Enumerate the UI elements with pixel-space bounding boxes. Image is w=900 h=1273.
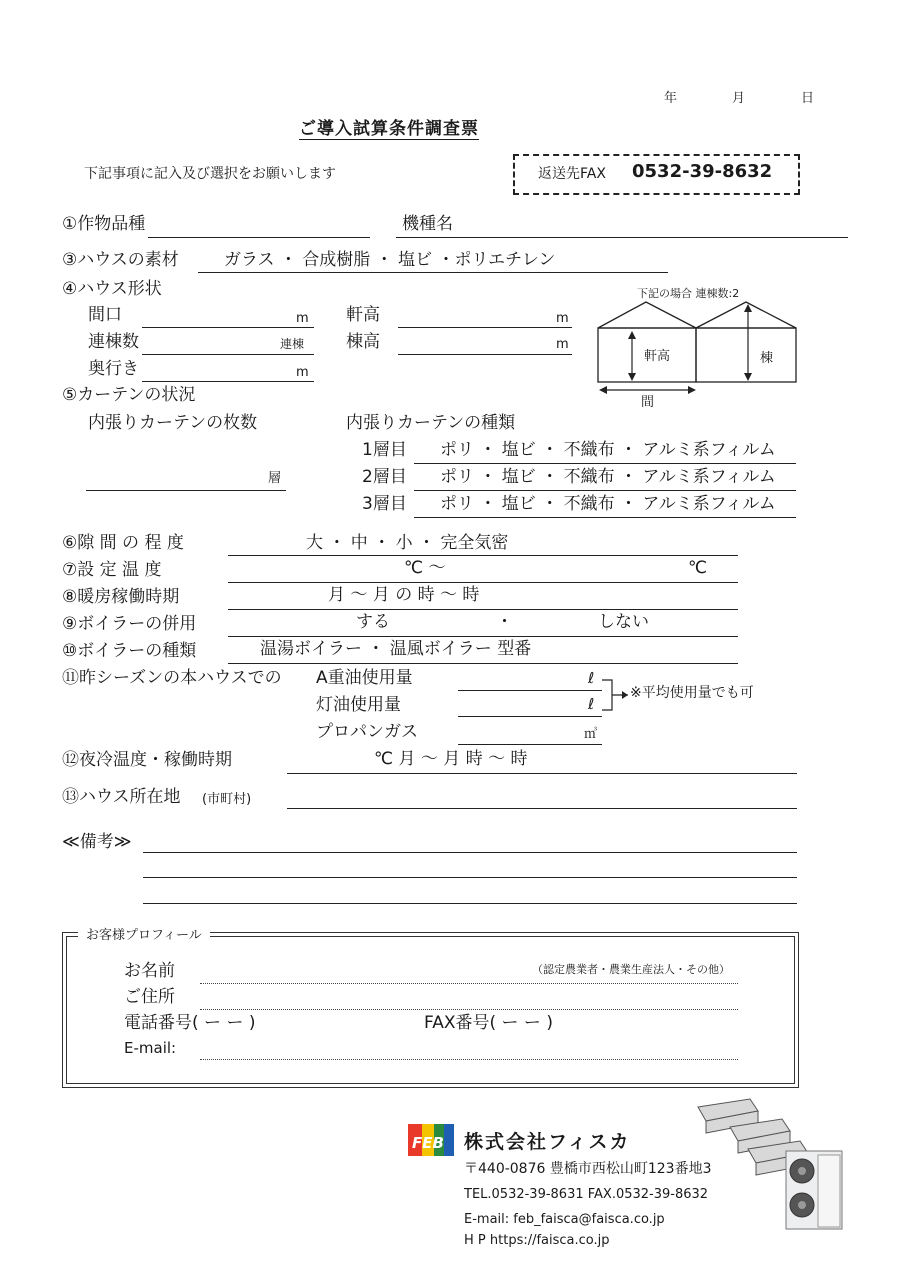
diagram-frontage-label: 間 — [641, 395, 655, 410]
night-cooling-label: ⑫夜冷温度・稼働時期 — [62, 750, 232, 770]
profile-name-label: お名前 — [124, 961, 175, 981]
depth-field[interactable] — [142, 381, 314, 382]
fuel-kerosene-field[interactable] — [458, 716, 602, 717]
heating-period-field[interactable] — [228, 609, 738, 610]
diagram-caption: 下記の場合 連棟数:2 — [637, 287, 740, 300]
temp-unit-to: ℃ — [688, 558, 708, 578]
average-note: ※平均使用量でも可 — [630, 685, 754, 701]
layer-2-underline — [414, 490, 796, 491]
curtain-count-label: 内張りカーテンの枚数 — [88, 413, 258, 433]
crop-label: ①作物品種 — [62, 214, 146, 234]
company-address: 〒440-0876 豊橋市西松山町123番地3 — [464, 1161, 712, 1177]
fax-return-number: 0532-39-8632 — [632, 161, 773, 182]
heating-period-values: 月 ～ 月 の 時 ～ 時 — [328, 585, 480, 605]
profile-email-label: E-mail: — [124, 1039, 177, 1057]
span-count-label: 連棟数 — [88, 332, 139, 352]
boiler-type-underline — [228, 663, 738, 664]
diagram-ridge-label: 棟 — [760, 351, 774, 366]
frontage-label: 間口 — [88, 305, 122, 325]
layer-1-underline — [414, 463, 796, 464]
material-label: ③ハウスの素材 — [62, 250, 179, 270]
layer-1-options[interactable]: ポリ ・ 塩ビ ・ 不織布 ・ アルミ系フィルム — [440, 440, 776, 460]
fuel-propane-label: プロパンガス — [316, 722, 418, 742]
date-year-label: 年 — [664, 91, 678, 106]
depth-label: 奥行き — [88, 359, 139, 379]
ridge-height-unit: m — [556, 337, 569, 352]
bracket-icon — [600, 678, 630, 714]
profile-name-field[interactable] — [200, 983, 738, 984]
model-label: 機種名 — [402, 214, 453, 234]
instruction-text: 下記事項に記入及び選択をお願いします — [84, 166, 336, 182]
remarks-line-3[interactable] — [143, 903, 797, 904]
depth-unit: m — [296, 365, 309, 380]
crop-field[interactable] — [148, 237, 370, 238]
temp-label: ⑦設 定 温 度 — [62, 560, 162, 580]
curtain-count-unit: 層 — [268, 471, 282, 486]
date-day-label: 日 — [801, 91, 815, 106]
ridge-height-field[interactable] — [398, 354, 572, 355]
layer-1-label: 1層目 — [362, 440, 407, 460]
layer-3-label: 3層目 — [362, 494, 407, 514]
company-name: 株式会社フィスカ — [464, 1131, 631, 1153]
frontage-field[interactable] — [142, 327, 314, 328]
fuel-kerosene-label: 灯油使用量 — [316, 695, 401, 715]
fuel-propane-field[interactable] — [458, 744, 602, 745]
fax-return-label: 返送先FAX — [538, 166, 606, 182]
frontage-unit: m — [296, 311, 309, 326]
layer-2-options[interactable]: ポリ ・ 塩ビ ・ 不織布 ・ アルミ系フィルム — [440, 467, 776, 487]
material-underline — [198, 272, 668, 273]
eave-height-field[interactable] — [398, 327, 572, 328]
location-label: ⑬ハウス所在地 — [62, 787, 181, 807]
curtain-type-label: 内張りカーテンの種類 — [346, 413, 516, 433]
curtain-label: ⑤カーテンの状況 — [62, 385, 196, 405]
heating-period-label: ⑧暖房稼働時期 — [62, 587, 180, 607]
location-sub-label: (市町村) — [202, 792, 252, 807]
location-field[interactable] — [287, 808, 797, 809]
boiler-combo-yes[interactable]: する — [356, 612, 390, 632]
last-season-label: ⑪昨シーズンの本ハウスでの — [62, 668, 282, 688]
night-cooling-field[interactable] — [287, 773, 797, 774]
night-cooling-values: ℃ 月 ～ 月 時 ～ 時 — [374, 749, 528, 769]
ridge-height-label: 棟高 — [346, 332, 380, 352]
house-diagram — [590, 296, 810, 406]
remarks-line-1[interactable] — [143, 852, 797, 853]
profile-name-note: （認定農業者・農業生産法人・その他） — [532, 963, 730, 976]
fuel-propane-unit: ㎥ — [584, 727, 598, 742]
boiler-combo-underline — [228, 636, 738, 637]
diagram-eave-label: 軒高 — [644, 349, 671, 364]
temp-field[interactable] — [228, 582, 738, 583]
eave-height-label: 軒高 — [346, 305, 380, 325]
gap-label: ⑥隙 間 の 程 度 — [62, 533, 184, 553]
air-conditioner-units-image — [690, 1093, 850, 1233]
boiler-type-label: ⑩ボイラーの種類 — [62, 641, 197, 661]
span-count-field[interactable] — [142, 354, 314, 355]
profile-address-field[interactable] — [200, 1009, 738, 1010]
boiler-combo-label: ⑨ボイラーの併用 — [62, 614, 197, 634]
eave-height-unit: m — [556, 311, 569, 326]
boiler-combo-dot: ・ — [496, 612, 513, 632]
curtain-count-field[interactable] — [86, 490, 286, 491]
model-field[interactable] — [396, 237, 848, 238]
company-homepage[interactable]: H P https://faisca.co.jp — [464, 1233, 610, 1248]
shape-label: ④ハウス形状 — [62, 279, 162, 299]
boiler-combo-no[interactable]: しない — [598, 612, 649, 632]
gap-options[interactable]: 大 ・ 中 ・ 小 ・ 完全気密 — [306, 533, 509, 553]
layer-2-label: 2層目 — [362, 467, 407, 487]
span-count-unit: 連棟 — [280, 337, 305, 351]
gap-underline — [228, 555, 738, 556]
company-tel-fax: TEL.0532-39-8631 FAX.0532-39-8632 — [464, 1187, 709, 1202]
fuel-a-label: A重油使用量 — [316, 668, 413, 688]
fuel-a-unit: ℓ — [588, 669, 595, 687]
fuel-a-field[interactable] — [458, 690, 602, 691]
svg-text:FEB: FEB — [412, 1134, 444, 1152]
temp-unit-from: ℃ ～ — [404, 558, 446, 578]
company-logo — [408, 1122, 456, 1158]
remarks-label: ≪備考≫ — [62, 832, 132, 852]
date-month-label: 月 — [732, 91, 746, 106]
profile-legend: お客様プロフィール — [78, 924, 210, 943]
boiler-type-options[interactable]: 温湯ボイラー ・ 温風ボイラー 型番 — [260, 639, 532, 659]
profile-email-field[interactable] — [200, 1059, 738, 1060]
profile-address-label: ご住所 — [124, 987, 175, 1007]
layer-3-options[interactable]: ポリ ・ 塩ビ ・ 不織布 ・ アルミ系フィルム — [440, 494, 776, 514]
material-options[interactable]: ガラス ・ 合成樹脂 ・ 塩ビ ・ポリエチレン — [224, 250, 556, 270]
layer-3-underline — [414, 517, 796, 518]
fuel-kerosene-unit: ℓ — [588, 695, 595, 713]
page-title: ご導入試算条件調査票 — [299, 119, 479, 139]
company-email[interactable]: E-mail: feb_faisca@faisca.co.jp — [464, 1212, 665, 1227]
profile-box-inner — [66, 936, 795, 1084]
profile-fax-label[interactable]: FAX番号( ー ー ) — [424, 1013, 553, 1033]
profile-phone-label[interactable]: 電話番号( ー ー ) — [124, 1013, 256, 1033]
remarks-line-2[interactable] — [143, 877, 797, 878]
